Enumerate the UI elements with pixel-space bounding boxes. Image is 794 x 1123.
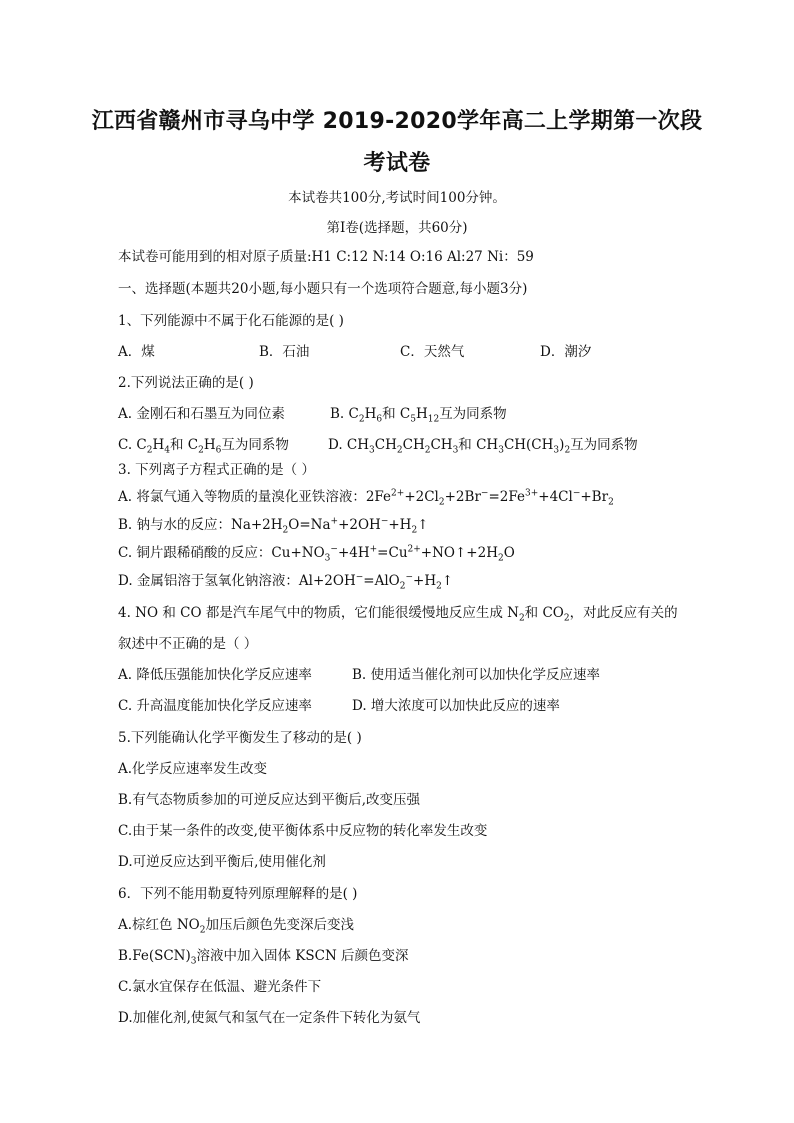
q6-option-d: D.加催化剂,使氮气和氢气在一定条件下转化为氨气 — [118, 1010, 421, 1026]
q1-option-a: A．煤 — [118, 344, 155, 360]
q3-option-b: B. 钠与水的反应：$Na+2H_2O=Na^++2OH^-+H_2↑$ — [118, 516, 429, 536]
q4-option-d: D. 增大浓度可以加快此反应的速率 — [352, 698, 560, 714]
q3-option-d: D. 金属铝溶于氢氧化钠溶液：$Al+2OH^-=AlO_2^-+H_2↑$ — [118, 572, 454, 592]
q4-option-b: B. 使用适当催化剂可以加快化学反应速率 — [352, 667, 601, 683]
volume-heading: 第I卷(选择题，共60分) — [326, 220, 468, 236]
q5-option-d: D.可逆反应达到平衡后,使用催化剂 — [118, 854, 326, 870]
q2-option-d: D. $CH_3CH_2CH_2CH_3$和 $CH_3CH(CH_3)_2$互为同系物 — [328, 437, 638, 456]
question-6-stem: 6．下列不能用勒夏特列原理解释的是( ) — [118, 886, 358, 902]
q5-option-b: B.有气态物质参加的可逆反应达到平衡后,改变压强 — [118, 792, 421, 808]
q1-option-d: D．潮汐 — [540, 344, 592, 360]
q1-option-b: B．石油 — [259, 344, 310, 360]
q2-option-a: A. 金刚石和石墨互为同位素 — [118, 406, 285, 422]
question-5-stem: 5.下列能确认化学平衡发生了移动的是( ) — [118, 730, 362, 746]
q5-option-c: C.由于某一条件的改变,使平衡体系中反应物的转化率发生改变 — [118, 823, 488, 839]
q2-option-b: B. $C_2H_6$和 $C_5H_{12}$互为同系物 — [330, 406, 507, 425]
question-4-stem-line2: 叙述中不正确的是（ ） — [118, 636, 258, 652]
q4-option-a: A. 降低压强能加快化学反应速率 — [118, 667, 312, 683]
q2-option-c: C. $C_2H_4$和 $C_2H_6$互为同系物 — [118, 437, 289, 456]
question-3-stem: 3. 下列离子方程式正确的是（ ） — [118, 462, 315, 478]
exam-info: 本试卷共100分,考试时间100分钟。 — [288, 190, 506, 206]
q3-option-a: A. 将氯气通入等物质的量溴化亚铁溶液：$2Fe^{2+}+2Cl_2+2Br^-=2Fe^{3+}+4Cl^-+Br_2$ — [118, 488, 614, 508]
atomic-masses: 本试卷可能用到的相对原子质量:H1 C:12 N:14 O:16 Al:27 Ni：59 — [118, 249, 534, 265]
q6-option-c: C.氯水宜保存在低温、避光条件下 — [118, 979, 322, 995]
q5-option-a: A.化学反应速率发生改变 — [118, 761, 268, 777]
q6-option-a: A.棕红色 $NO_2$加压后颜色先变深后变浅 — [118, 917, 354, 936]
q3-option-c: C. 铜片跟稀硝酸的反应：$Cu+NO_3^-+4H^+=Cu^{2+}+NO↑+2H_2O$ — [118, 544, 515, 564]
question-4-stem-line1: 4. NO 和 CO 都是汽车尾气中的物质，它们能很缓慢地反应生成 $N_2$和 $CO_2$，对此反应有关的 — [118, 605, 678, 624]
exam-title-line1: 江西省赣州市寻乌中学 2019-2020学年高二上学期第一次段 — [91, 109, 703, 134]
q6-option-b: $B.Fe(SCN)_3$溶液中加入固体 KSCN 后颜色变深 — [118, 948, 409, 967]
question-1-stem: 1、下列能源中不属于化石能源的是( ) — [118, 313, 344, 329]
q1-option-c: C．天然气 — [400, 344, 465, 360]
question-2-stem: 2.下列说法正确的是( ) — [118, 375, 254, 391]
exam-title-line2: 考试卷 — [363, 151, 431, 176]
q4-option-c: C. 升高温度能加快化学反应速率 — [118, 698, 312, 714]
section-heading: 一、选择题(本题共20小题,每小题只有一个选项符合题意,每小题3分) — [118, 281, 528, 297]
